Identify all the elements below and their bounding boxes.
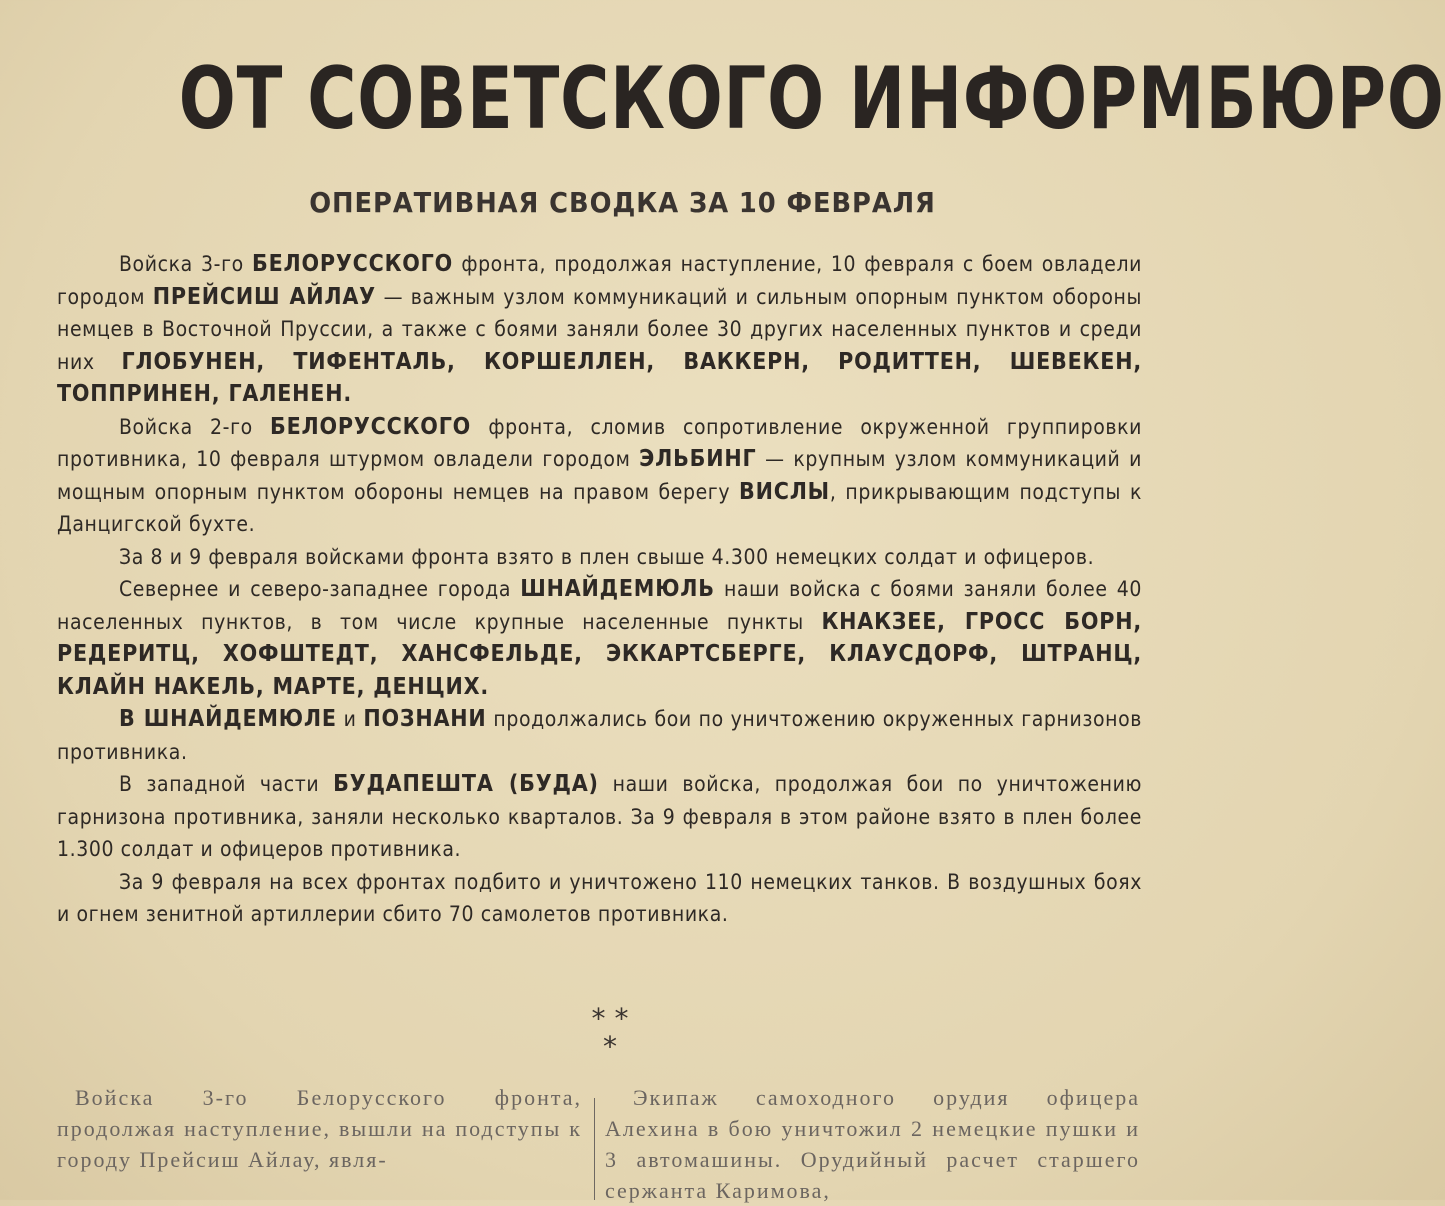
paragraph-4 [57, 573, 1142, 703]
city-name: ПРЕЙСИШ АЙЛАУ [152, 283, 376, 310]
city-name: ПОЗНАНИ [363, 706, 487, 732]
bulletin-heading: ОПЕРАТИВНАЯ СВОДКА ЗА 10 ФЕВРАЛЯ [309, 186, 936, 219]
text-run: Войска 2-го [119, 414, 271, 439]
asterism-top: * * [591, 1002, 629, 1035]
column-divider [594, 1098, 595, 1200]
city-name: БУДАПЕШТА (БУДА) [333, 771, 599, 797]
text-run: продолжались бои по уничтожению окруженных гарнизонов противника. [57, 707, 1142, 764]
paragraph-7: За 9 февраля на всех фронтах подбито и уничтожено 110 немецких танков. В воздушных боях и огнем зенитной артиллерии сбито 70 самолетов противника. [57, 869, 1142, 926]
city-name: ЭЛЬБИНГ [639, 446, 757, 472]
text-run: , прикрывающим подступы к Данцигской бухте. [57, 479, 1142, 536]
front-name: БЕЛОРУССКОГО [270, 413, 472, 440]
column-left: Войска 3-го Белорусского фронта, продолжая наступление, вышли на подступы к городу Прейсиш Айлау, явля- [57, 1085, 582, 1172]
text-run: — важным узлом коммуникаций и сильным опорным пунктом обороны немцев в Восточной Пруссии, а также с боями заняли более 30 других населенных пунктов и среди них [57, 284, 1142, 374]
text-run: В западной части [119, 772, 334, 796]
text-run: наши войска с боями заняли более 40 населенных пунктов, в том числе крупные населенные пункты [57, 577, 1142, 634]
asterism-bottom: * [603, 1030, 617, 1063]
text-run: наши войска, продолжая бои по уничтожению гарнизона противника, заняли несколько кварталов. За 9 февраля в этом районе взято в плен более 1.300 солдат и офицеров противника. [57, 772, 1142, 861]
column-right: Экипаж самоходного орудия офицера Алехина в бою уничтожил 2 немецкие пушки и 3 автомашины. Орудийный расчет старшего сержанта Каримова, [605, 1085, 1140, 1203]
front-name: БЕЛОРУССКОГО [252, 251, 454, 277]
text-run: — крупным узлом коммуникаций и мощным опорным пунктом обороны немцев на правом берегу [57, 447, 1142, 504]
text-run: Войска 3-го [119, 252, 253, 276]
settlements-list: ГЛОБУНЕН, ТИФЕНТАЛЬ, КОРШЕЛЛЕН, ВАККЕРН, РОДИТТЕН, ШЕВЕКЕН, ТОППРИНЕН, ГАЛЕНЕН. [57, 348, 1142, 407]
city-name: ШНАЙДЕМЮЛЬ [520, 576, 715, 602]
text-run: фронта, продолжая наступление, 10 февраля с боем овладели городом [57, 252, 1143, 309]
bulletin-body [57, 248, 1142, 931]
asterism-separator [560, 1002, 660, 1063]
masthead-title: ОТ СОВЕТСКОГО ИНФОРМБЮРО [178, 49, 1445, 149]
paragraph-5 [57, 703, 1142, 768]
city-name: В ШНАЙДЕМЮЛЕ [119, 706, 337, 732]
paragraph-2 [57, 411, 1142, 541]
river-name: ВИСЛЫ [739, 478, 830, 505]
paragraph-1 [57, 248, 1142, 411]
text-run: фронта, сломив сопротивление окруженной группировки противника, 10 февраля штурмом овладели городом [57, 414, 1142, 471]
paragraph-6 [57, 768, 1142, 866]
text-run: Севернее и северо-западнее города [119, 577, 521, 601]
text-run: и [336, 707, 364, 731]
paragraph-3: За 8 и 9 февраля войсками фронта взято в плен свыше 4.300 немецких солдат и офицеров. [119, 544, 1095, 569]
settlements-list: КНАКЗЕЕ, ГРОСС БОРН, РЕДЕРИТЦ, ХОФШТЕДТ, ХАНСФЕЛЬДЕ, ЭККАРТСБЕРГЕ, КЛАУСДОРФ, ШТРАНЦ, КЛАЙН НАКЕЛЬ, МАРТЕ, ДЕНЦИХ. [57, 608, 1143, 700]
